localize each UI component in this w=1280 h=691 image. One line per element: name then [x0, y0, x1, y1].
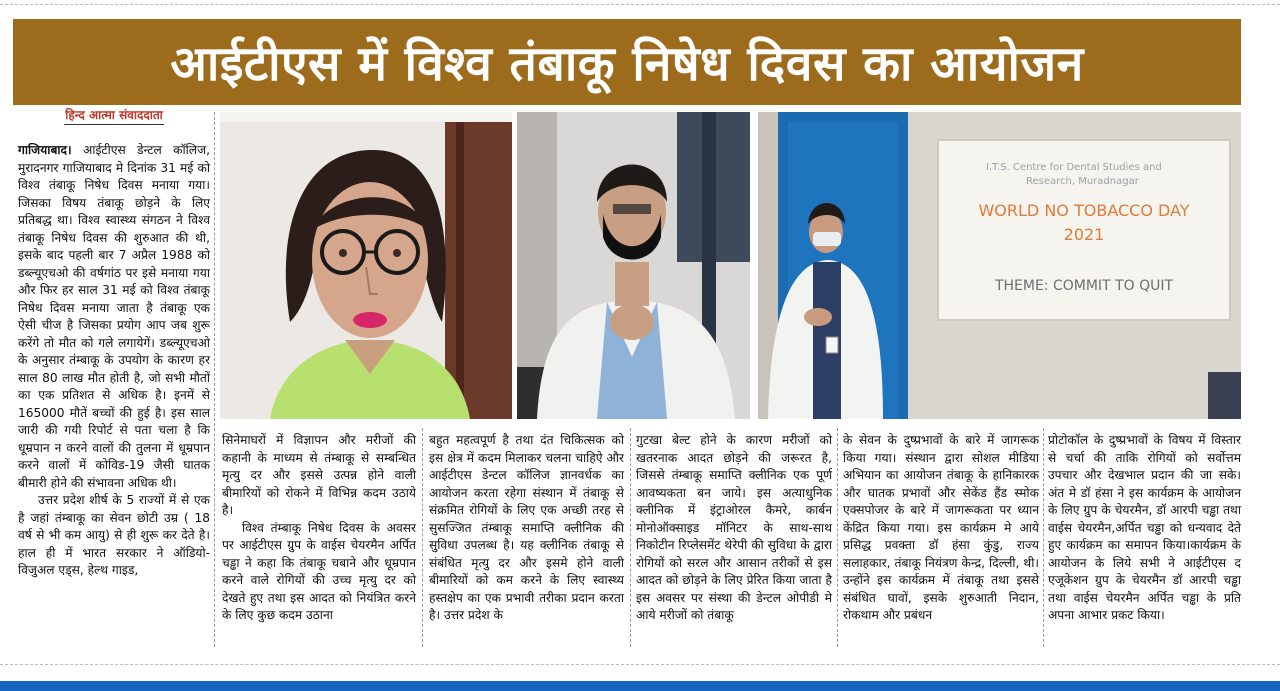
top-rule [0, 4, 1280, 5]
col2-paragraph-2: विश्व तंम्बाकू निषेध दिवस के अवसर पर आईटीएस ग्रुप के वाईस चेयरमैन अर्पित चड्ढा ने कहा कि तंबाकू चबाने और धूम्रपान करने वाले रोगियों की उच्च मृत्यु दर को देखते हुए तथा इस आदत को नियंत्रित करने के लिए कुछ कदम उठाना [222, 520, 416, 622]
headline-banner [13, 19, 1241, 105]
article-column-2 [222, 432, 416, 625]
column-divider [214, 112, 215, 647]
article-column-5 [843, 432, 1039, 625]
column-divider [422, 428, 423, 647]
byline-rule [64, 124, 164, 125]
col3-paragraph-1: बहुत महत्वपूर्ण है तथा दंत चिकित्सक को इस क्षेत्र में कदम मिलाकर चलना चाहिऐ और आईटीएस डेन्टल कॉलिज ज्ञानवर्धक का आयोजन करता रहेगा संस्थान में तंबाकू से संक्रमित रोगियों के लिए एक अच्छी तरह से सुसज्जित तंम्बाकू समाप्ति क्लीनिक की सुविधा उपलब्ध है। यह क्लीनिक तंबाकू से संबंधित मृत्यु दर और इसमे होने वाली बीमारियों को कम करने के लिए स्वास्थ्य हस्तक्षेप का एक प्रभावी तरीका प्रदान करता है। उत्तर प्रदेश के [429, 433, 624, 622]
article-column-6 [1048, 432, 1241, 625]
col4-paragraph-1: गुटखा बेल्ट होने के कारण मरीजों को खतरनाक आदत छोड़ने की जरूरत है, जिससे तंम्बाकू समाप्ति क्लीनिक एक पूर्ण आवष्यकता बन जाये। इस अत्याधुनिक क्लीनिक में इंट्राओरल कैमरे, कार्बन मोनोऑक्साइड मॉनिटर के साथ-साथ निकोटीन रिप्लेसमेंट थेरेपी की सुविधा के द्वारा रोगियों को सरल और आसान तरीकों से इस आदत को छोड़ने के लिए प्रेरित किया जाता है इस अवसर पर संस्था की डेन्टल ओपीडी मे आये मरीजों को तंबाकू [636, 433, 832, 622]
headline: आईटीएस में विश्व तंबाकू निषेध दिवस का आयोजन [170, 35, 1084, 92]
bottom-rule [0, 664, 1280, 665]
photo-presenter [517, 112, 750, 419]
column-divider [630, 428, 631, 647]
article-column-1 [18, 142, 210, 580]
byline: हिन्द आत्मा संवाददाता [65, 108, 163, 122]
photo-speaker [220, 112, 512, 419]
slide-institution-line2: Research, Muradnagar [1026, 176, 1139, 187]
slide-title: WORLD NO TOBACCO DAY [978, 201, 1190, 220]
photo-event-slide [758, 112, 1241, 419]
col2-paragraph-1: सिनेमाघरों में विज्ञापन और मरीजों की कहानी के माध्यम से तंम्बाकू से सम्बन्धित मृत्यु दर और इससे उत्पन्न होने वाली बीमारियों को रोकने में विभिन्न कदम उठाये है। [222, 433, 416, 517]
column-divider [1043, 428, 1044, 647]
column-divider [837, 428, 838, 647]
article-column-4 [636, 432, 832, 625]
slide-year: 2021 [1063, 225, 1105, 244]
col5-paragraph-1: के सेवन के दुष्प्रभावों के बारे में जागरूक किया गया। संस्थान द्वारा सोशल मीडिया अभियान का आयोजन तंबाकू के हानिकारक और घातक प्रभावों और सेकेंड हैंड स्मोक एक्सपोजर के बारे में जागरूकता पर ध्यान केंद्रित किया गया। इस कार्यक्रम मे आये प्रसिद्ध प्रवक्ता डॉ हंसा कुंडु, राज्य सलाहकार, तंबाकू नियंत्रण केन्द्र, दिल्ली, थी। उन्होंने इस कार्यक्रम में तंबाकू तथा इससे संबंधित घावों, इसके शुरुआती निदान, रोकथाम और प्रबंधन [843, 433, 1039, 622]
dateline: गाजियाबाद। [18, 143, 72, 157]
col1-paragraph-2: उत्तर प्रदेश शीर्ष के 5 राज्यों में से एक है जहां तंम्बाकू का सेवन छोटी उम्र ( 18 वर्ष से भी कम आयु) से ही शुरू कर देते है। हाल ही में भारत सरकार ने ऑडियो-विजुअल एड्स, हेल्थ गाइड, [18, 493, 210, 577]
bottom-color-bar [0, 681, 1280, 691]
article-column-3 [429, 432, 624, 625]
col1-paragraph-1: आईटीएस डेन्टल कॉलिज, मुरादनगर गाजियाबाद मे दिनांक 31 मई को विश्व तंबाकू निषेध दिवस मनाया गया। जिसका विषय तंबाकू छोड़ने के लिए प्रतिबद्ध था। विश्व स्वास्थ्य संगठन ने विश्व तंबाकू निषेध दिवस की शुरुआत की थी, इसके बाद पहली बार 7 अप्रैल 1988 को डब्ल्यूएचओ की वर्षगांठ पर इसे मनाया गया और फिर हर साल 31 मई को विश्व तंबाकू निषेध दिवस मनाया जाता है तंबाकू एक ऐसी चीज है जिसका प्रयोग आप जब शुरू करेंगे तो मौत को गले लगायेगें। डब्ल्यूएचओ के अनुसार तंम्बाकू के उपयोग के कारण हर साल 80 लाख मौत होती है, जो सभी मौतों का एक प्रतिशत से अधिक है। इनमें से 165000 मौतें बच्चों की हुई है। इस साल जारी की गयी रिपोर्ट से पता चला है कि धूम्रपान न करने वालों की तुलना में धूम्रपान करने वालों में कोविड-19 जैसी घातक बीमारी होने की संभावना अधिक थी। [18, 143, 210, 490]
slide-institution-line1: I.T.S. Centre for Dental Studies and [986, 162, 1162, 173]
slide-theme: THEME: COMMIT TO QUIT [994, 278, 1174, 294]
col6-paragraph-1: प्रोटोकॉल के दुष्प्रभावों के विषय में विस्तार से चर्चा की ताकि रोगियों को सर्वोत्तम उपचार और देखभाल प्रदान की जा सके। अंत मे डॉ हंसा ने इस कार्यक्रम के आयोजन के लिए ग्रुप के चेयरमैन, डॉ आरपी चड्ढा तथा वाईस चेयरमैन,अर्पित चड्ढा को धन्यवाद देते हुए कार्यक्रम का समापन किया।कार्यक्रम के आयोजन के लिये सभी ने आईटीएस द एजूकेशन ग्रुप के चेयरमैन डॉ आरपी चड्ढा तथा वाईस चेयरमैन अर्पित चड्ढा के प्रति अपना आभार प्रकट किया। [1048, 433, 1241, 622]
